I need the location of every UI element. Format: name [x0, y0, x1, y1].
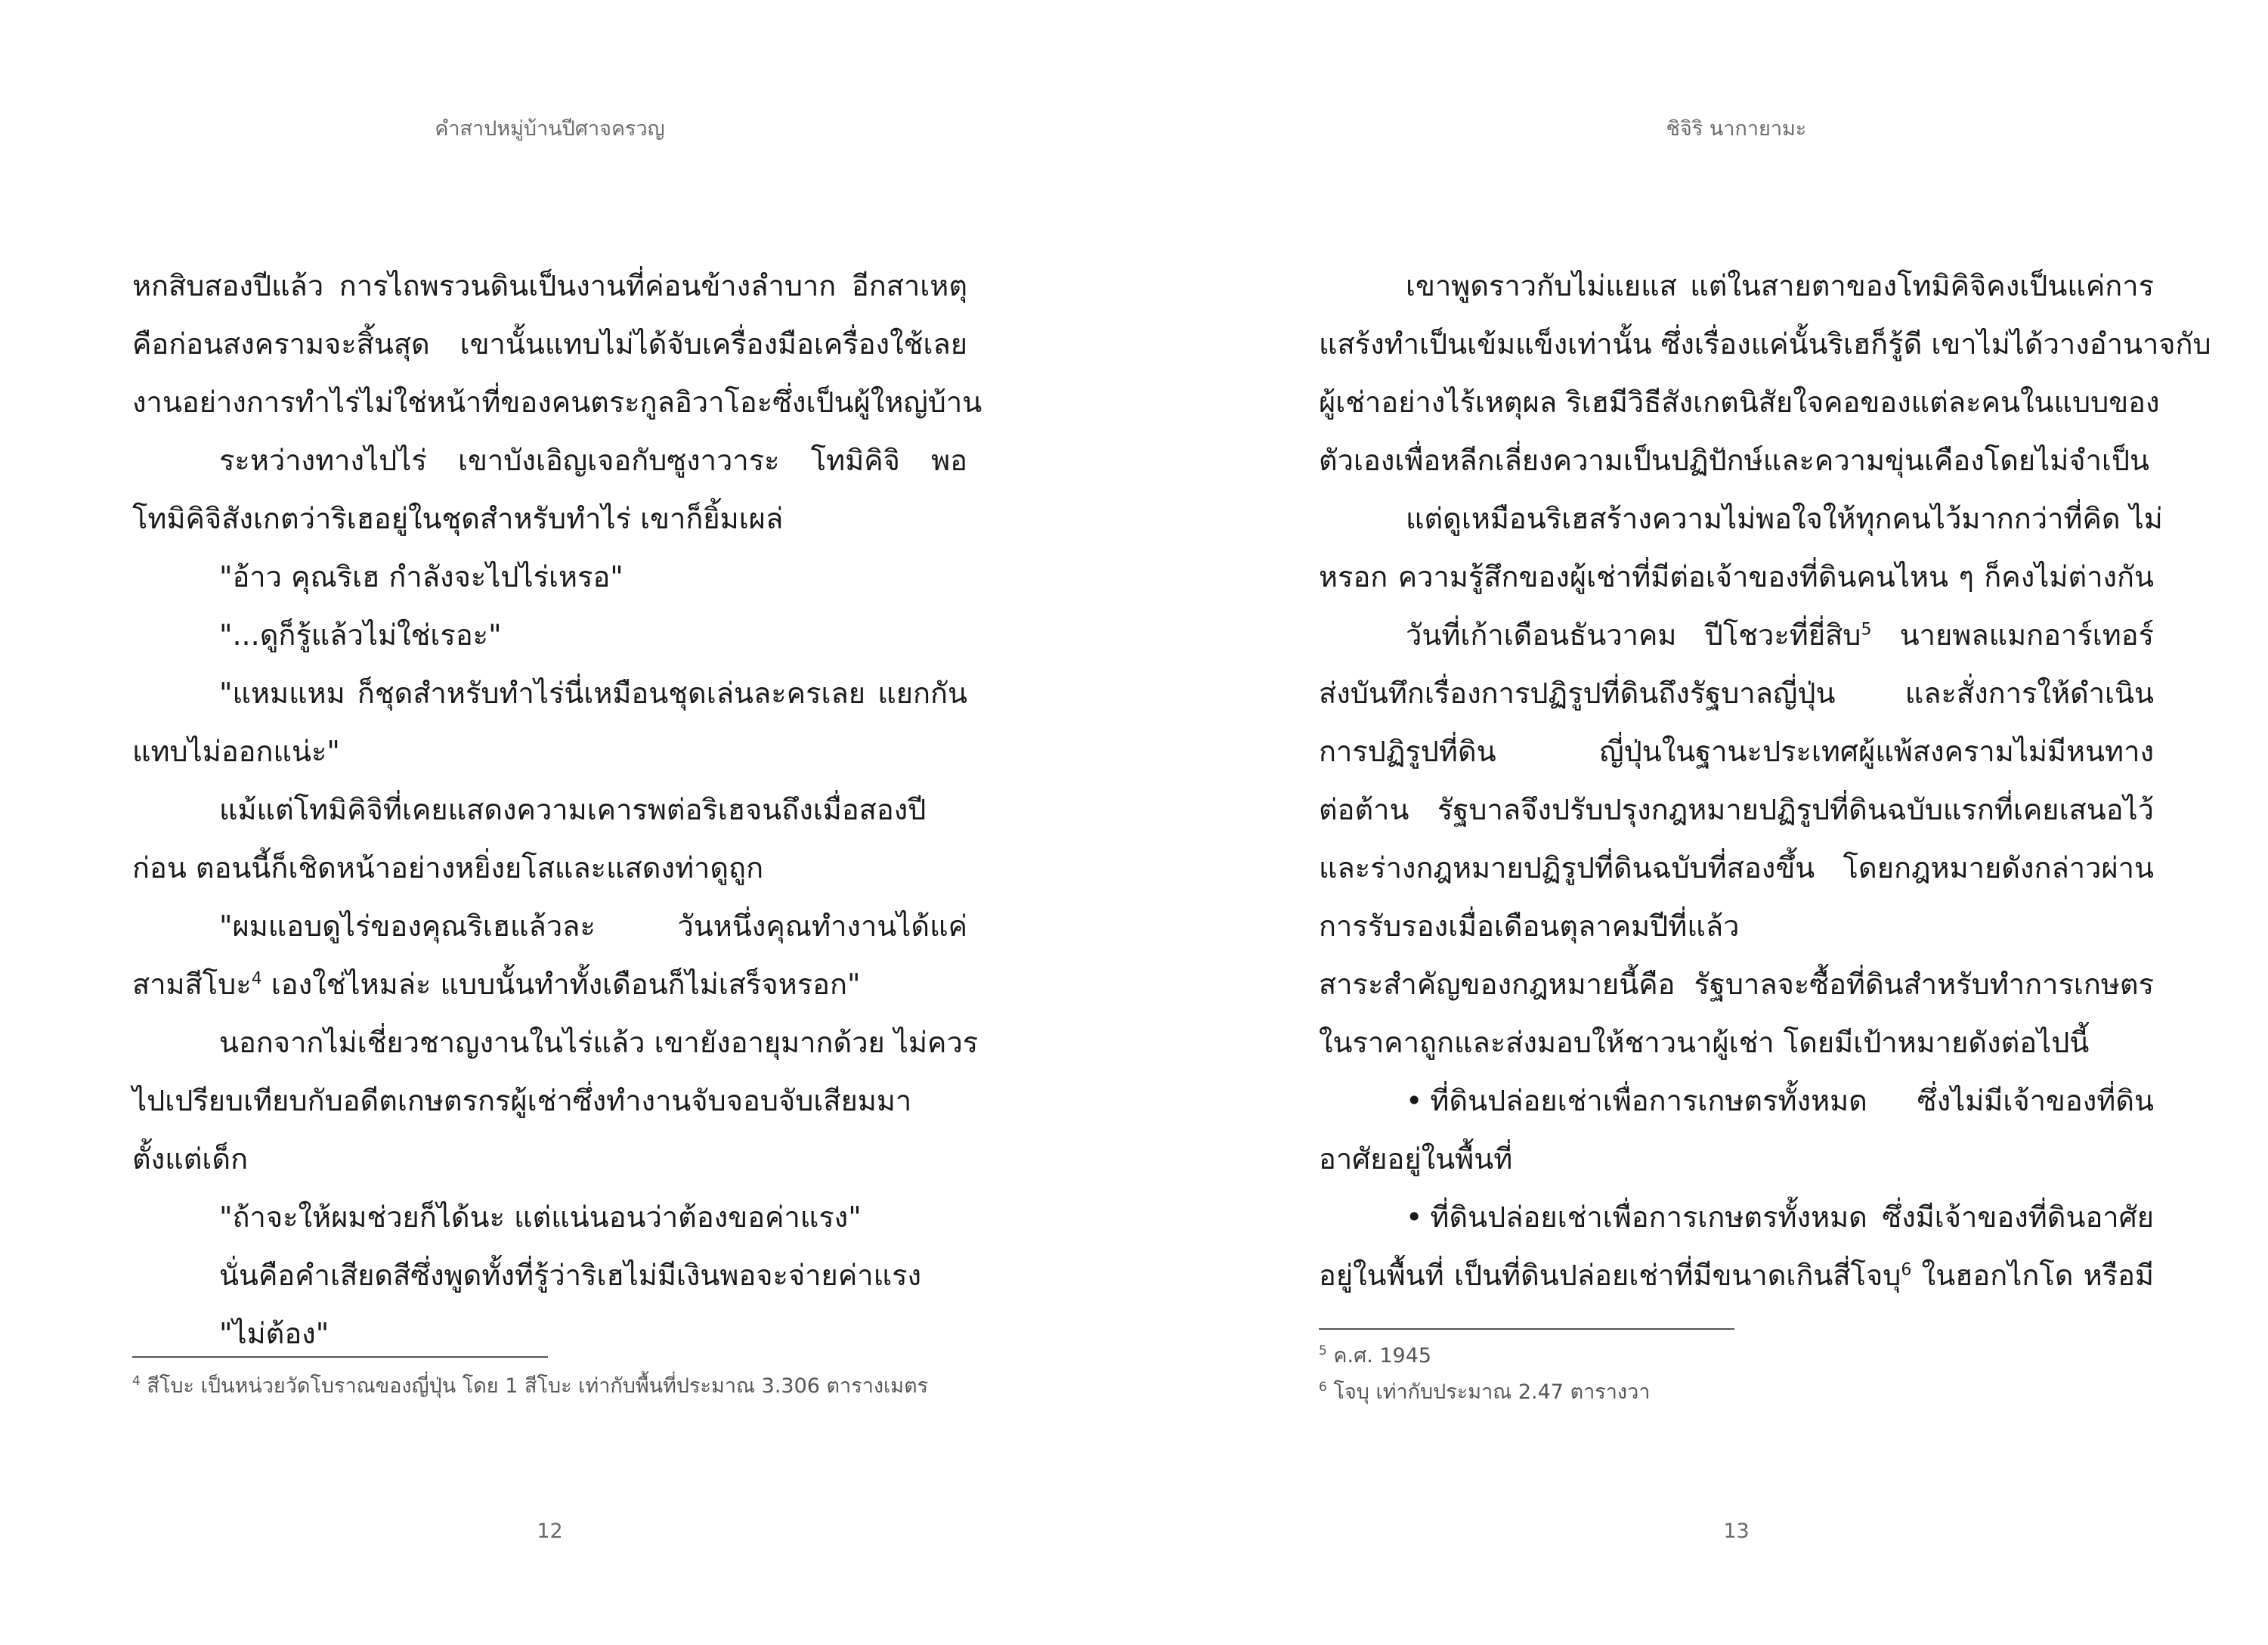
text-line	[132, 723, 967, 781]
line-text: และร่างกฎหมายปฏิรูปที่ดินฉบับที่สองขึ้น โดยกฎหมายดังกล่าวผ่าน	[1319, 851, 2154, 884]
footnote-text: โจบุ เท่ากับประมาณ 2.47 ตารางวา	[1333, 1380, 1651, 1404]
text-line	[132, 897, 967, 956]
text-line	[132, 839, 967, 897]
footnote-divider	[1319, 1328, 1734, 1330]
line-text: นั่นคือคำเสียดสีซึ่งพูดทั้งที่รู้ว่าริเฮไม่มีเงินพอจะจ่ายค่าแรง	[219, 1259, 922, 1292]
footnote-marker: 4	[132, 1374, 141, 1389]
footnotes	[1319, 1338, 2154, 1411]
line-text: ส่งบันทึกเรื่องการปฏิรูปที่ดินถึงรัฐบาลญี่ปุ่น และสั่งการให้ดำเนิน	[1319, 677, 2154, 710]
page-number: 12	[537, 1520, 563, 1543]
text-line	[1319, 897, 2154, 956]
running-head-book-title: คำสาปหมู่บ้านปีศาจครวญ	[435, 117, 665, 141]
line-text: อาศัยอยู่ในพื้นที่	[1319, 1142, 1513, 1176]
footnote-marker: 4	[251, 969, 262, 989]
line-text: ในฮอกไกโด หรือมี	[1911, 1259, 2155, 1292]
bullet-icon: •	[1406, 1084, 1423, 1117]
line-text: การปฏิรูปที่ดิน ญี่ปุ่นในฐานะประเทศผู้แพ้สงครามไม่มีหนทาง	[1319, 735, 2154, 768]
text-line	[132, 490, 967, 548]
text-line	[1319, 1247, 2154, 1305]
text-line	[1319, 490, 2163, 548]
text-line	[1319, 781, 2154, 839]
text-line	[132, 548, 967, 606]
bullet-icon: •	[1406, 1200, 1423, 1234]
line-text: ระหว่างทางไปไร่ เขาบังเอิญเจอกับซูงาวาระ โทมิคิจิ พอ	[219, 444, 967, 477]
text-line	[132, 1072, 967, 1130]
text-line	[1319, 1130, 2154, 1188]
line-text: แต่ดูเหมือนริเฮสร้างความไม่พอใจให้ทุกคนไว้มากกว่าที่คิด ไม่	[1406, 502, 2163, 535]
line-text: "ถ้าจะให้ผมช่วยก็ได้นะ แต่แน่นอนว่าต้องขอค่าแรง"	[219, 1200, 862, 1234]
text-line	[1319, 257, 2154, 315]
text-line	[1319, 839, 2154, 897]
line-text: "อ้าว คุณริเฮ กำลังจะไปไร่เหรอ"	[219, 560, 623, 593]
right-page	[1134, 0, 2268, 1645]
text-line	[132, 1014, 979, 1072]
text-line	[1319, 606, 2154, 665]
text-line	[132, 432, 967, 490]
text-line	[132, 665, 967, 723]
text-line	[1319, 548, 2154, 606]
line-text: การรับรองเมื่อเดือนตุลาคมปีที่แล้ว	[1319, 909, 1740, 943]
line-text: หรอก ความรู้สึกของผู้เช่าที่มีต่อเจ้าของที่ดินคนไหน ๆ ก็คงไม่ต่างกัน	[1319, 560, 2154, 593]
footnote-marker: 5	[1319, 1343, 1327, 1358]
line-text: "...ดูก็รู้แล้วไม่ใช่เรอะ"	[219, 618, 502, 652]
bullet-list-item-line	[1319, 1072, 2154, 1130]
page-number: 13	[1723, 1520, 1750, 1543]
line-text: อยู่ในพื้นที่ เป็นที่ดินปล่อยเช่าที่มีขนาดเกินสี่โจบุ	[1319, 1259, 1901, 1292]
running-head-author: ชิจิริ นากายามะ	[1666, 117, 1807, 141]
text-line	[1319, 1014, 2154, 1072]
footnote-marker: 6	[1901, 1260, 1912, 1280]
line-text: แม้แต่โทมิคิจิที่เคยแสดงความเคารพต่อริเฮจนถึงเมื่อสองปี	[219, 793, 927, 826]
text-line	[132, 956, 967, 1014]
line-text: ก่อน ตอนนี้ก็เชิดหน้าอย่างหยิ่งยโสและแสดงท่าดูถูก	[132, 851, 764, 884]
text-line	[1319, 723, 2154, 781]
footnotes	[132, 1368, 967, 1405]
footnote	[1319, 1374, 2154, 1411]
line-text: แทบไม่ออกแน่ะ"	[132, 735, 340, 768]
text-line	[1319, 432, 2154, 490]
footnote-marker: 5	[1861, 620, 1872, 640]
line-text: เองใช่ไหมล่ะ แบบนั้นทำทั้งเดือนก็ไม่เสร็จหรอก"	[261, 968, 861, 1001]
body-text	[132, 257, 982, 1363]
footnote	[1319, 1338, 2154, 1374]
line-text: งานอย่างการทำไร่ไม่ใช่หน้าที่ของคนตระกูลอิวาโอะซึ่งเป็นผู้ใหญ่บ้าน	[132, 386, 982, 419]
footnote-divider	[132, 1356, 548, 1358]
line-text: ผู้เช่าอย่างไร้เหตุผล ริเฮมีวิธีสังเกตนิสัยใจคอของแต่ละคนในแบบของ	[1319, 386, 2160, 419]
line-text: "ผมแอบดูไร่ของคุณริเฮแล้วละ วันหนึ่งคุณทำงานได้แค่	[219, 909, 967, 943]
line-text: สามสีโบะ	[132, 968, 252, 1001]
footnote-marker: 6	[1319, 1380, 1327, 1395]
line-text: ที่ดินปล่อยเช่าเพื่อการเกษตรทั้งหมด ซึ่งมีเจ้าของที่ดินอาศัย	[1430, 1200, 2154, 1234]
line-text: เขาพูดราวกับไม่แยแส แต่ในสายตาของโทมิคิจิคงเป็นแค่การ	[1406, 269, 2154, 302]
text-line	[132, 257, 967, 315]
footnote-text: ค.ศ. 1945	[1333, 1344, 1432, 1368]
text-line	[132, 781, 967, 839]
line-text: ต่อต้าน รัฐบาลจึงปรับปรุงกฎหมายปฏิรูปที่ดินฉบับแรกที่เคยเสนอไว้	[1319, 793, 2154, 826]
line-text: นอกจากไม่เชี่ยวชาญงานในไร่แล้ว เขายังอายุมากด้วย ไม่ควร	[219, 1026, 979, 1059]
text-line	[1319, 956, 2154, 1014]
text-line	[132, 1305, 967, 1363]
line-text: สาระสำคัญของกฎหมายนี้คือ รัฐบาลจะซื้อที่ดินสำหรับทำการเกษตร	[1319, 968, 2154, 1001]
line-text: คือก่อนสงครามจะสิ้นสุด เขานั้นแทบไม่ได้จับเครื่องมือเครื่องใช้เลย	[132, 327, 967, 361]
line-text: วันที่เก้าเดือนธันวาคม ปีโชวะที่ยี่สิบ	[1406, 618, 1861, 652]
body-text	[1319, 257, 2211, 1305]
text-line	[132, 606, 967, 665]
line-text: ตั้งแต่เด็ก	[132, 1142, 249, 1176]
line-text: ไปเปรียบเทียบกับอดีตเกษตรกรผู้เช่าซึ่งทำงานจับจอบจับเสียมมา	[132, 1084, 912, 1117]
line-text: ตัวเองเพื่อหลีกเลี่ยงความเป็นปฏิปักษ์และความขุ่นเคืองโดยไม่จำเป็น	[1319, 444, 2149, 477]
line-text: นายพลแมกอาร์เทอร์	[1871, 618, 2154, 652]
text-line	[132, 1188, 967, 1247]
line-text: "ไม่ต้อง"	[219, 1317, 330, 1350]
text-line	[1319, 373, 2160, 432]
line-text: ในราคาถูกและส่งมอบให้ชาวนาผู้เช่า โดยมีเป้าหมายดังต่อไปนี้	[1319, 1026, 2090, 1059]
line-text: หกสิบสองปีแล้ว การไถพรวนดินเป็นงานที่ค่อนข้างลำบาก อีกสาเหตุ	[132, 269, 967, 302]
text-line	[132, 315, 967, 373]
line-text: ที่ดินปล่อยเช่าเพื่อการเกษตรทั้งหมด ซึ่งไม่มีเจ้าของที่ดิน	[1430, 1084, 2154, 1117]
text-line	[1319, 665, 2154, 723]
footnote-text: สีโบะ เป็นหน่วยวัดโบราณของญี่ปุ่น โดย 1 สีโบะ เท่ากับพื้นที่ประมาณ 3.306 ตารางเมตร	[147, 1374, 929, 1398]
text-line	[132, 1247, 967, 1305]
text-line	[132, 1130, 967, 1188]
text-line	[132, 373, 982, 432]
text-line	[1319, 315, 2211, 373]
line-text: แสร้งทำเป็นเข้มแข็งเท่านั้น ซึ่งเรื่องแค่นั้นริเฮก็รู้ดี เขาไม่ได้วางอำนาจกับ	[1319, 327, 2211, 361]
footnote	[132, 1368, 967, 1405]
line-text: "แหมแหม ก็ชุดสำหรับทำไร่นี่เหมือนชุดเล่นละครเลย แยกกัน	[219, 677, 967, 710]
line-text: โทมิคิจิสังเกตว่าริเฮอยู่ในชุดสำหรับทำไร่ เขาก็ยิ้มเผล่	[132, 502, 784, 535]
bullet-list-item-line	[1319, 1188, 2154, 1247]
